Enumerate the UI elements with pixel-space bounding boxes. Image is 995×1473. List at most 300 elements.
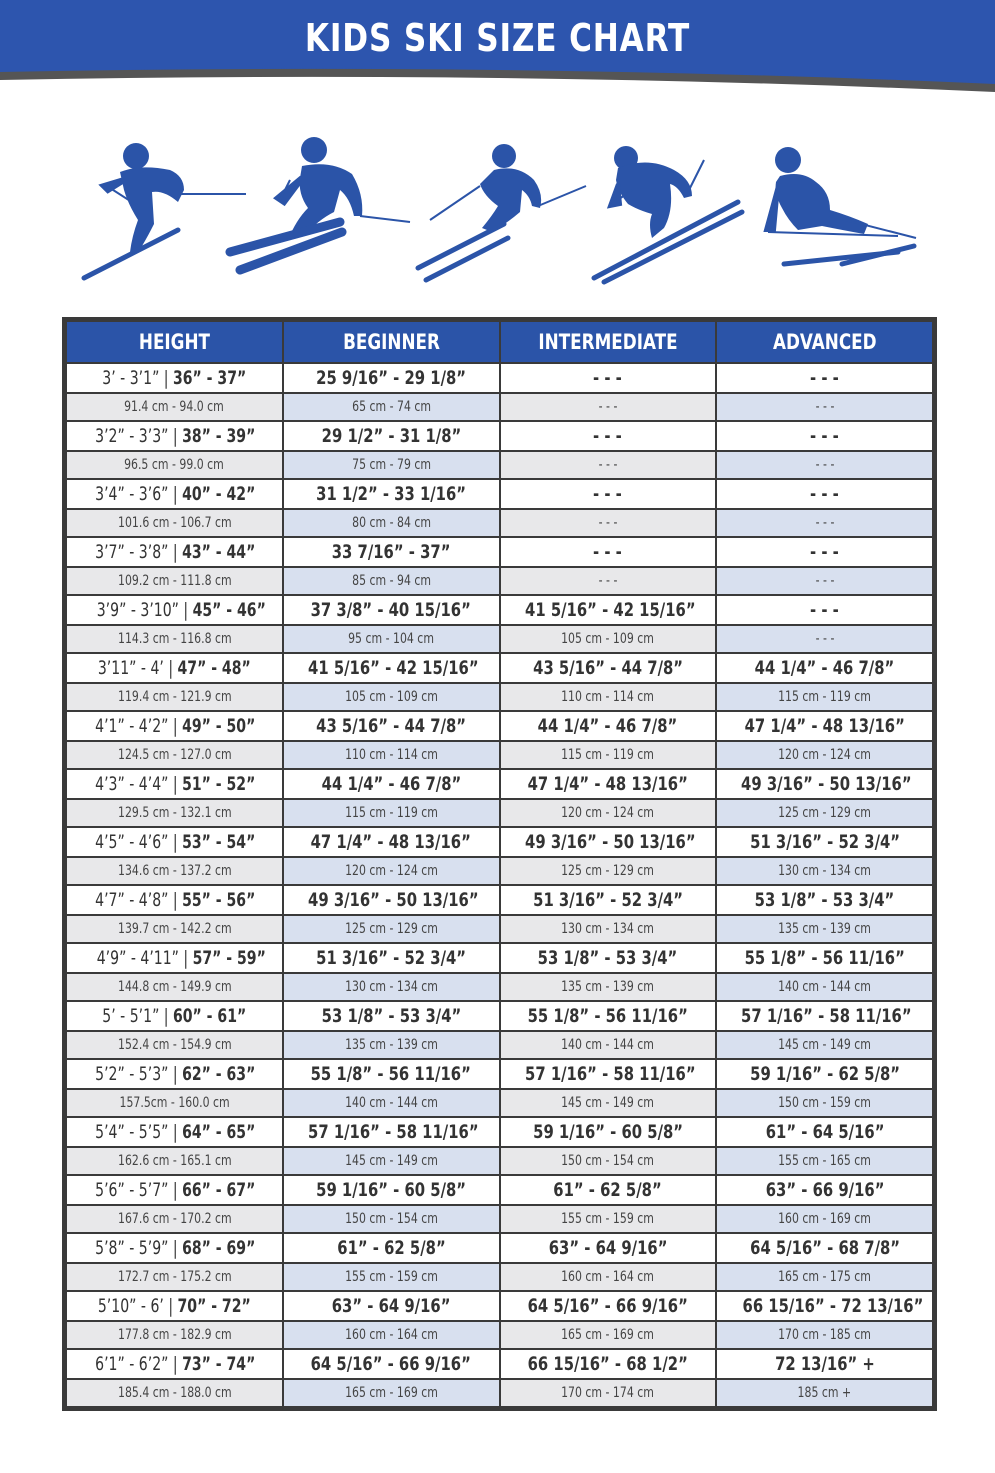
height-cm-cell bbox=[66, 683, 283, 711]
height-wrap bbox=[95, 541, 255, 563]
advanced-inches: 47 1/4” - 48 13/16” bbox=[744, 715, 905, 737]
table-row bbox=[66, 1379, 933, 1407]
height-cm-cell bbox=[66, 799, 283, 827]
height-wrap bbox=[95, 1121, 255, 1143]
intermediate-cm-cell bbox=[500, 451, 717, 479]
intermediate-inches: 66 15/16” - 68 1/2” bbox=[527, 1353, 688, 1375]
beginner-inches: 43 5/16” - 44 7/8” bbox=[316, 715, 467, 737]
table-row bbox=[66, 973, 933, 1001]
height-cm: 139.7 cm - 142.2 cm bbox=[117, 921, 232, 937]
table-row bbox=[66, 595, 933, 625]
height-inches: 70” - 72” bbox=[177, 1295, 251, 1317]
table-row bbox=[66, 1175, 933, 1205]
intermediate-cm-cell bbox=[500, 1379, 717, 1407]
intermediate-cm: - - - bbox=[598, 457, 618, 473]
advanced-cm: 145 cm - 149 cm bbox=[778, 1037, 872, 1053]
height-feet: 3’9” - 3’10” bbox=[96, 599, 179, 621]
beginner-inches-cell bbox=[283, 769, 500, 799]
intermediate-cm: 150 cm - 154 cm bbox=[561, 1153, 655, 1169]
skier-icon bbox=[412, 120, 592, 285]
beginner-inches: 57 1/16” - 58 11/16” bbox=[307, 1121, 479, 1143]
beginner-inches-cell bbox=[283, 479, 500, 509]
beginner-inches: 61” - 62 5/8” bbox=[336, 1237, 446, 1259]
height-cm: 129.5 cm - 132.1 cm bbox=[117, 805, 232, 821]
height-inches: 49” - 50” bbox=[182, 715, 256, 737]
beginner-inches: 37 3/8” - 40 15/16” bbox=[311, 599, 472, 621]
intermediate-cm-cell bbox=[500, 1205, 717, 1233]
beginner-cm: 125 cm - 129 cm bbox=[344, 921, 438, 937]
height-cm-cell bbox=[66, 1205, 283, 1233]
advanced-inches-cell bbox=[716, 1349, 933, 1379]
intermediate-cm: - - - bbox=[598, 399, 618, 415]
table-row bbox=[66, 1031, 933, 1059]
beginner-cm-cell bbox=[283, 1205, 500, 1233]
advanced-inches: 55 1/8” - 56 11/16” bbox=[744, 947, 905, 969]
beginner-inches-cell bbox=[283, 1349, 500, 1379]
height-inches: 43” - 44” bbox=[182, 541, 256, 563]
beginner-inches: 25 9/16” - 29 1/8” bbox=[316, 367, 467, 389]
advanced-inches: - - - bbox=[810, 483, 840, 505]
height-wrap bbox=[95, 773, 255, 795]
height-inches: 45” - 46” bbox=[192, 599, 266, 621]
advanced-cm: 140 cm - 144 cm bbox=[778, 979, 872, 995]
height-separator: | bbox=[163, 1005, 169, 1027]
beginner-cm: 105 cm - 109 cm bbox=[344, 689, 438, 705]
advanced-cm: 185 cm + bbox=[797, 1385, 852, 1401]
advanced-inches: 49 3/16” - 50 13/16” bbox=[741, 773, 912, 795]
advanced-inches-cell bbox=[716, 1233, 933, 1263]
advanced-cm-cell bbox=[716, 393, 933, 421]
height-cell bbox=[66, 363, 283, 393]
beginner-cm-cell bbox=[283, 857, 500, 885]
page-title: KIDS SKI SIZE CHART bbox=[304, 16, 691, 60]
table-row bbox=[66, 363, 933, 393]
beginner-inches: 29 1/2” - 31 1/8” bbox=[321, 425, 461, 447]
beginner-inches-cell bbox=[283, 363, 500, 393]
height-feet: 3’4” - 3’6” bbox=[95, 483, 169, 505]
height-cell bbox=[66, 711, 283, 741]
beginner-cm-cell bbox=[283, 683, 500, 711]
advanced-inches: - - - bbox=[810, 599, 840, 621]
table-body bbox=[66, 363, 933, 1407]
table-row bbox=[66, 537, 933, 567]
intermediate-cm-cell bbox=[500, 799, 717, 827]
beginner-cm-cell bbox=[283, 393, 500, 421]
intermediate-inches: 43 5/16” - 44 7/8” bbox=[532, 657, 683, 679]
intermediate-inches-cell bbox=[500, 1059, 717, 1089]
beginner-cm: 115 cm - 119 cm bbox=[344, 805, 438, 821]
beginner-inches: 31 1/2” - 33 1/16” bbox=[316, 483, 467, 505]
table-row bbox=[66, 857, 933, 885]
height-cm-cell bbox=[66, 1379, 283, 1407]
height-cm: 172.7 cm - 175.2 cm bbox=[117, 1269, 232, 1285]
intermediate-cm: 105 cm - 109 cm bbox=[561, 631, 655, 647]
beginner-inches: 41 5/16” - 42 15/16” bbox=[307, 657, 479, 679]
intermediate-inches-cell bbox=[500, 595, 717, 625]
height-cell bbox=[66, 885, 283, 915]
height-separator: | bbox=[168, 657, 174, 679]
height-feet: 3’ - 3’1” bbox=[102, 367, 160, 389]
beginner-cm: 95 cm - 104 cm bbox=[348, 631, 435, 647]
intermediate-cm: 140 cm - 144 cm bbox=[561, 1037, 655, 1053]
intermediate-cm: 110 cm - 114 cm bbox=[561, 689, 655, 705]
height-cm-cell bbox=[66, 915, 283, 943]
height-wrap bbox=[95, 483, 255, 505]
advanced-inches-cell bbox=[716, 769, 933, 799]
height-inches: 51” - 52” bbox=[182, 773, 256, 795]
advanced-inches-cell bbox=[716, 1117, 933, 1147]
beginner-cm: 130 cm - 134 cm bbox=[344, 979, 438, 995]
height-separator: | bbox=[172, 483, 178, 505]
advanced-cm: - - - bbox=[815, 399, 835, 415]
beginner-cm: 80 cm - 84 cm bbox=[351, 515, 431, 531]
intermediate-cm-cell bbox=[500, 683, 717, 711]
height-cell bbox=[66, 1001, 283, 1031]
beginner-inches: 53 1/8” - 53 3/4” bbox=[321, 1005, 461, 1027]
advanced-cm-cell bbox=[716, 1031, 933, 1059]
intermediate-cm-cell bbox=[500, 915, 717, 943]
height-cell bbox=[66, 1291, 283, 1321]
beginner-inches: 33 7/16” - 37” bbox=[331, 541, 451, 563]
height-feet: 5’8” - 5’9” bbox=[95, 1237, 169, 1259]
table-row bbox=[66, 1001, 933, 1031]
advanced-inches: 63” - 66 9/16” bbox=[765, 1179, 884, 1201]
intermediate-cm: 135 cm - 139 cm bbox=[561, 979, 655, 995]
height-wrap bbox=[98, 1295, 251, 1317]
height-separator: | bbox=[172, 1353, 178, 1375]
beginner-cm-cell bbox=[283, 1031, 500, 1059]
table-row bbox=[66, 625, 933, 653]
intermediate-cm: 125 cm - 129 cm bbox=[561, 863, 655, 879]
height-separator: | bbox=[172, 541, 178, 563]
height-separator: | bbox=[163, 367, 169, 389]
advanced-cm-cell bbox=[716, 1321, 933, 1349]
height-cm: 144.8 cm - 149.9 cm bbox=[117, 979, 232, 995]
intermediate-inches-cell bbox=[500, 769, 717, 799]
intermediate-inches-cell bbox=[500, 711, 717, 741]
column-header-label: ADVANCED bbox=[772, 330, 877, 354]
column-header bbox=[500, 321, 717, 363]
advanced-inches: 66 15/16” - 72 13/16” bbox=[742, 1295, 924, 1317]
table-row bbox=[66, 943, 933, 973]
beginner-inches: 51 3/16” - 52 3/4” bbox=[316, 947, 467, 969]
advanced-cm-cell bbox=[716, 915, 933, 943]
table-row bbox=[66, 827, 933, 857]
size-table bbox=[62, 317, 937, 1411]
advanced-inches-cell bbox=[716, 653, 933, 683]
intermediate-cm-cell bbox=[500, 625, 717, 653]
height-cell bbox=[66, 769, 283, 799]
advanced-inches-cell bbox=[716, 421, 933, 451]
height-cm-cell bbox=[66, 625, 283, 653]
intermediate-inches: - - - bbox=[593, 367, 623, 389]
height-cm: 157.5cm - 160.0 cm bbox=[119, 1095, 230, 1111]
intermediate-cm: 120 cm - 124 cm bbox=[561, 805, 655, 821]
skier-illustrations bbox=[0, 120, 995, 300]
beginner-inches-cell bbox=[283, 1175, 500, 1205]
beginner-cm: 135 cm - 139 cm bbox=[344, 1037, 438, 1053]
height-cm-cell bbox=[66, 1031, 283, 1059]
intermediate-cm-cell bbox=[500, 973, 717, 1001]
intermediate-cm-cell bbox=[500, 393, 717, 421]
intermediate-cm-cell bbox=[500, 1031, 717, 1059]
height-feet: 4’9” - 4’11” bbox=[96, 947, 179, 969]
intermediate-cm-cell bbox=[500, 567, 717, 595]
advanced-inches: - - - bbox=[810, 367, 840, 389]
advanced-inches-cell bbox=[716, 363, 933, 393]
height-separator: | bbox=[183, 599, 189, 621]
table-row bbox=[66, 915, 933, 943]
beginner-cm-cell bbox=[283, 915, 500, 943]
intermediate-inches: 49 3/16” - 50 13/16” bbox=[524, 831, 696, 853]
table-row bbox=[66, 1205, 933, 1233]
title-banner bbox=[0, 0, 995, 92]
height-feet: 3’7” - 3’8” bbox=[95, 541, 169, 563]
table-row bbox=[66, 1291, 933, 1321]
intermediate-inches-cell bbox=[500, 1175, 717, 1205]
height-cm: 134.6 cm - 137.2 cm bbox=[117, 863, 232, 879]
beginner-cm-cell bbox=[283, 741, 500, 769]
table-row bbox=[66, 421, 933, 451]
beginner-cm-cell bbox=[283, 1147, 500, 1175]
height-cm-cell bbox=[66, 973, 283, 1001]
height-inches: 73” - 74” bbox=[182, 1353, 256, 1375]
height-cm: 124.5 cm - 127.0 cm bbox=[117, 747, 232, 763]
column-header bbox=[716, 321, 933, 363]
height-feet: 3’11” - 4’ bbox=[97, 657, 164, 679]
beginner-inches-cell bbox=[283, 1001, 500, 1031]
column-header-label: BEGINNER bbox=[342, 330, 440, 354]
beginner-cm-cell bbox=[283, 1263, 500, 1291]
intermediate-cm-cell bbox=[500, 1263, 717, 1291]
advanced-cm: 160 cm - 169 cm bbox=[778, 1211, 872, 1227]
table-row bbox=[66, 1059, 933, 1089]
height-separator: | bbox=[172, 889, 178, 911]
height-cm: 162.6 cm - 165.1 cm bbox=[117, 1153, 232, 1169]
intermediate-inches: - - - bbox=[593, 483, 623, 505]
intermediate-inches-cell bbox=[500, 943, 717, 973]
advanced-inches: 57 1/16” - 58 11/16” bbox=[741, 1005, 912, 1027]
advanced-cm: 125 cm - 129 cm bbox=[778, 805, 872, 821]
intermediate-inches: 59 1/16” - 60 5/8” bbox=[532, 1121, 683, 1143]
height-cm: 91.4 cm - 94.0 cm bbox=[124, 399, 225, 415]
height-wrap bbox=[95, 1063, 255, 1085]
advanced-cm: - - - bbox=[815, 457, 835, 473]
height-cm-cell bbox=[66, 451, 283, 479]
intermediate-cm: - - - bbox=[598, 573, 618, 589]
height-cm: 119.4 cm - 121.9 cm bbox=[117, 689, 232, 705]
height-wrap bbox=[97, 947, 266, 969]
height-feet: 5’2” - 5’3” bbox=[95, 1063, 169, 1085]
intermediate-inches-cell bbox=[500, 479, 717, 509]
advanced-inches-cell bbox=[716, 479, 933, 509]
height-cm-cell bbox=[66, 1321, 283, 1349]
advanced-inches: 44 1/4” - 46 7/8” bbox=[754, 657, 895, 679]
height-cm: 177.8 cm - 182.9 cm bbox=[117, 1327, 232, 1343]
advanced-inches-cell bbox=[716, 1175, 933, 1205]
height-wrap bbox=[95, 889, 255, 911]
advanced-cm: 155 cm - 165 cm bbox=[778, 1153, 872, 1169]
table-header-row bbox=[66, 321, 933, 363]
intermediate-inches: 63” - 64 9/16” bbox=[548, 1237, 668, 1259]
intermediate-inches-cell bbox=[500, 1349, 717, 1379]
height-inches: 66” - 67” bbox=[182, 1179, 256, 1201]
table-row bbox=[66, 1349, 933, 1379]
beginner-cm-cell bbox=[283, 451, 500, 479]
height-wrap bbox=[95, 1237, 255, 1259]
advanced-cm: - - - bbox=[815, 573, 835, 589]
table-row bbox=[66, 509, 933, 537]
column-header bbox=[66, 321, 283, 363]
intermediate-inches: 61” - 62 5/8” bbox=[553, 1179, 663, 1201]
table-row bbox=[66, 1117, 933, 1147]
height-wrap bbox=[102, 367, 246, 389]
table-row bbox=[66, 711, 933, 741]
height-cell bbox=[66, 595, 283, 625]
table-row bbox=[66, 1263, 933, 1291]
skier-icon bbox=[588, 120, 753, 285]
height-inches: 40” - 42” bbox=[182, 483, 256, 505]
intermediate-cm-cell bbox=[500, 857, 717, 885]
height-cm-cell bbox=[66, 509, 283, 537]
beginner-inches-cell bbox=[283, 1233, 500, 1263]
height-cell bbox=[66, 653, 283, 683]
height-wrap bbox=[95, 425, 255, 447]
intermediate-inches: 55 1/8” - 56 11/16” bbox=[527, 1005, 688, 1027]
height-feet: 4’7” - 4’8” bbox=[95, 889, 169, 911]
intermediate-cm-cell bbox=[500, 1147, 717, 1175]
advanced-cm: 135 cm - 139 cm bbox=[778, 921, 872, 937]
intermediate-inches-cell bbox=[500, 1291, 717, 1321]
beginner-cm: 150 cm - 154 cm bbox=[344, 1211, 438, 1227]
intermediate-inches: 41 5/16” - 42 15/16” bbox=[524, 599, 696, 621]
height-separator: | bbox=[172, 831, 178, 853]
advanced-cm: 130 cm - 134 cm bbox=[778, 863, 872, 879]
height-separator: | bbox=[168, 1295, 174, 1317]
table-row bbox=[66, 885, 933, 915]
height-wrap bbox=[95, 1179, 255, 1201]
intermediate-cm: 160 cm - 164 cm bbox=[561, 1269, 655, 1285]
beginner-cm: 155 cm - 159 cm bbox=[344, 1269, 438, 1285]
beginner-cm-cell bbox=[283, 799, 500, 827]
advanced-cm-cell bbox=[716, 567, 933, 595]
beginner-inches-cell bbox=[283, 1059, 500, 1089]
height-cm: 101.6 cm - 106.7 cm bbox=[117, 515, 232, 531]
intermediate-inches: - - - bbox=[593, 541, 623, 563]
advanced-cm: 150 cm - 159 cm bbox=[778, 1095, 872, 1111]
table-row bbox=[66, 451, 933, 479]
skier-icon bbox=[758, 120, 923, 285]
intermediate-inches: 64 5/16” - 66 9/16” bbox=[527, 1295, 688, 1317]
beginner-cm-cell bbox=[283, 509, 500, 537]
intermediate-inches: - - - bbox=[593, 425, 623, 447]
beginner-inches: 44 1/4” - 46 7/8” bbox=[321, 773, 461, 795]
beginner-inches: 47 1/4” - 48 13/16” bbox=[311, 831, 472, 853]
advanced-inches-cell bbox=[716, 885, 933, 915]
beginner-inches: 63” - 64 9/16” bbox=[331, 1295, 451, 1317]
height-cm: 152.4 cm - 154.9 cm bbox=[117, 1037, 232, 1053]
height-feet: 3’2” - 3’3” bbox=[95, 425, 169, 447]
intermediate-cm-cell bbox=[500, 1321, 717, 1349]
advanced-inches-cell bbox=[716, 827, 933, 857]
height-inches: 57” - 59” bbox=[192, 947, 266, 969]
height-feet: 5’6” - 5’7” bbox=[95, 1179, 169, 1201]
beginner-inches: 59 1/16” - 60 5/8” bbox=[316, 1179, 467, 1201]
height-cell bbox=[66, 1175, 283, 1205]
skier-icon bbox=[222, 120, 412, 285]
height-feet: 4’3” - 4’4” bbox=[95, 773, 169, 795]
height-wrap bbox=[95, 715, 255, 737]
intermediate-cm: 145 cm - 149 cm bbox=[561, 1095, 655, 1111]
table-row bbox=[66, 1233, 933, 1263]
height-inches: 64” - 65” bbox=[182, 1121, 256, 1143]
table-row bbox=[66, 653, 933, 683]
table-row bbox=[66, 741, 933, 769]
height-wrap bbox=[98, 657, 251, 679]
intermediate-cm: 170 cm - 174 cm bbox=[561, 1385, 655, 1401]
height-cm-cell bbox=[66, 1263, 283, 1291]
intermediate-inches-cell bbox=[500, 363, 717, 393]
advanced-cm-cell bbox=[716, 973, 933, 1001]
advanced-cm-cell bbox=[716, 857, 933, 885]
height-inches: 68” - 69” bbox=[182, 1237, 256, 1259]
advanced-inches: - - - bbox=[810, 425, 840, 447]
height-cm-cell bbox=[66, 741, 283, 769]
height-feet: 5’10” - 6’ bbox=[97, 1295, 164, 1317]
beginner-cm: 110 cm - 114 cm bbox=[344, 747, 438, 763]
intermediate-inches-cell bbox=[500, 885, 717, 915]
advanced-cm-cell bbox=[716, 451, 933, 479]
height-cm-cell bbox=[66, 567, 283, 595]
intermediate-inches-cell bbox=[500, 1001, 717, 1031]
height-cell bbox=[66, 421, 283, 451]
column-header bbox=[283, 321, 500, 363]
height-separator: | bbox=[172, 715, 178, 737]
height-inches: 60” - 61” bbox=[173, 1005, 247, 1027]
height-cell bbox=[66, 1117, 283, 1147]
height-separator: | bbox=[172, 773, 178, 795]
advanced-inches-cell bbox=[716, 595, 933, 625]
height-inches: 62” - 63” bbox=[182, 1063, 256, 1085]
height-cm-cell bbox=[66, 857, 283, 885]
intermediate-cm: 155 cm - 159 cm bbox=[561, 1211, 655, 1227]
advanced-cm-cell bbox=[716, 741, 933, 769]
height-feet: 4’5” - 4’6” bbox=[95, 831, 169, 853]
advanced-inches: 59 1/16” - 62 5/8” bbox=[749, 1063, 900, 1085]
height-feet: 5’4” - 5’5” bbox=[95, 1121, 169, 1143]
beginner-cm: 145 cm - 149 cm bbox=[344, 1153, 438, 1169]
intermediate-inches-cell bbox=[500, 1117, 717, 1147]
advanced-cm-cell bbox=[716, 1205, 933, 1233]
advanced-cm: 165 cm - 175 cm bbox=[778, 1269, 872, 1285]
height-separator: | bbox=[172, 425, 178, 447]
height-inches: 36” - 37” bbox=[173, 367, 247, 389]
height-inches: 38” - 39” bbox=[182, 425, 256, 447]
height-cm-cell bbox=[66, 1147, 283, 1175]
column-header-label: INTERMEDIATE bbox=[538, 330, 678, 354]
advanced-cm-cell bbox=[716, 625, 933, 653]
height-inches: 47” - 48” bbox=[177, 657, 251, 679]
table-row bbox=[66, 479, 933, 509]
beginner-cm-cell bbox=[283, 567, 500, 595]
height-separator: | bbox=[172, 1237, 178, 1259]
intermediate-cm: - - - bbox=[598, 515, 618, 531]
intermediate-inches-cell bbox=[500, 1233, 717, 1263]
intermediate-cm-cell bbox=[500, 509, 717, 537]
advanced-cm-cell bbox=[716, 1263, 933, 1291]
height-wrap bbox=[95, 1353, 255, 1375]
advanced-cm-cell bbox=[716, 799, 933, 827]
